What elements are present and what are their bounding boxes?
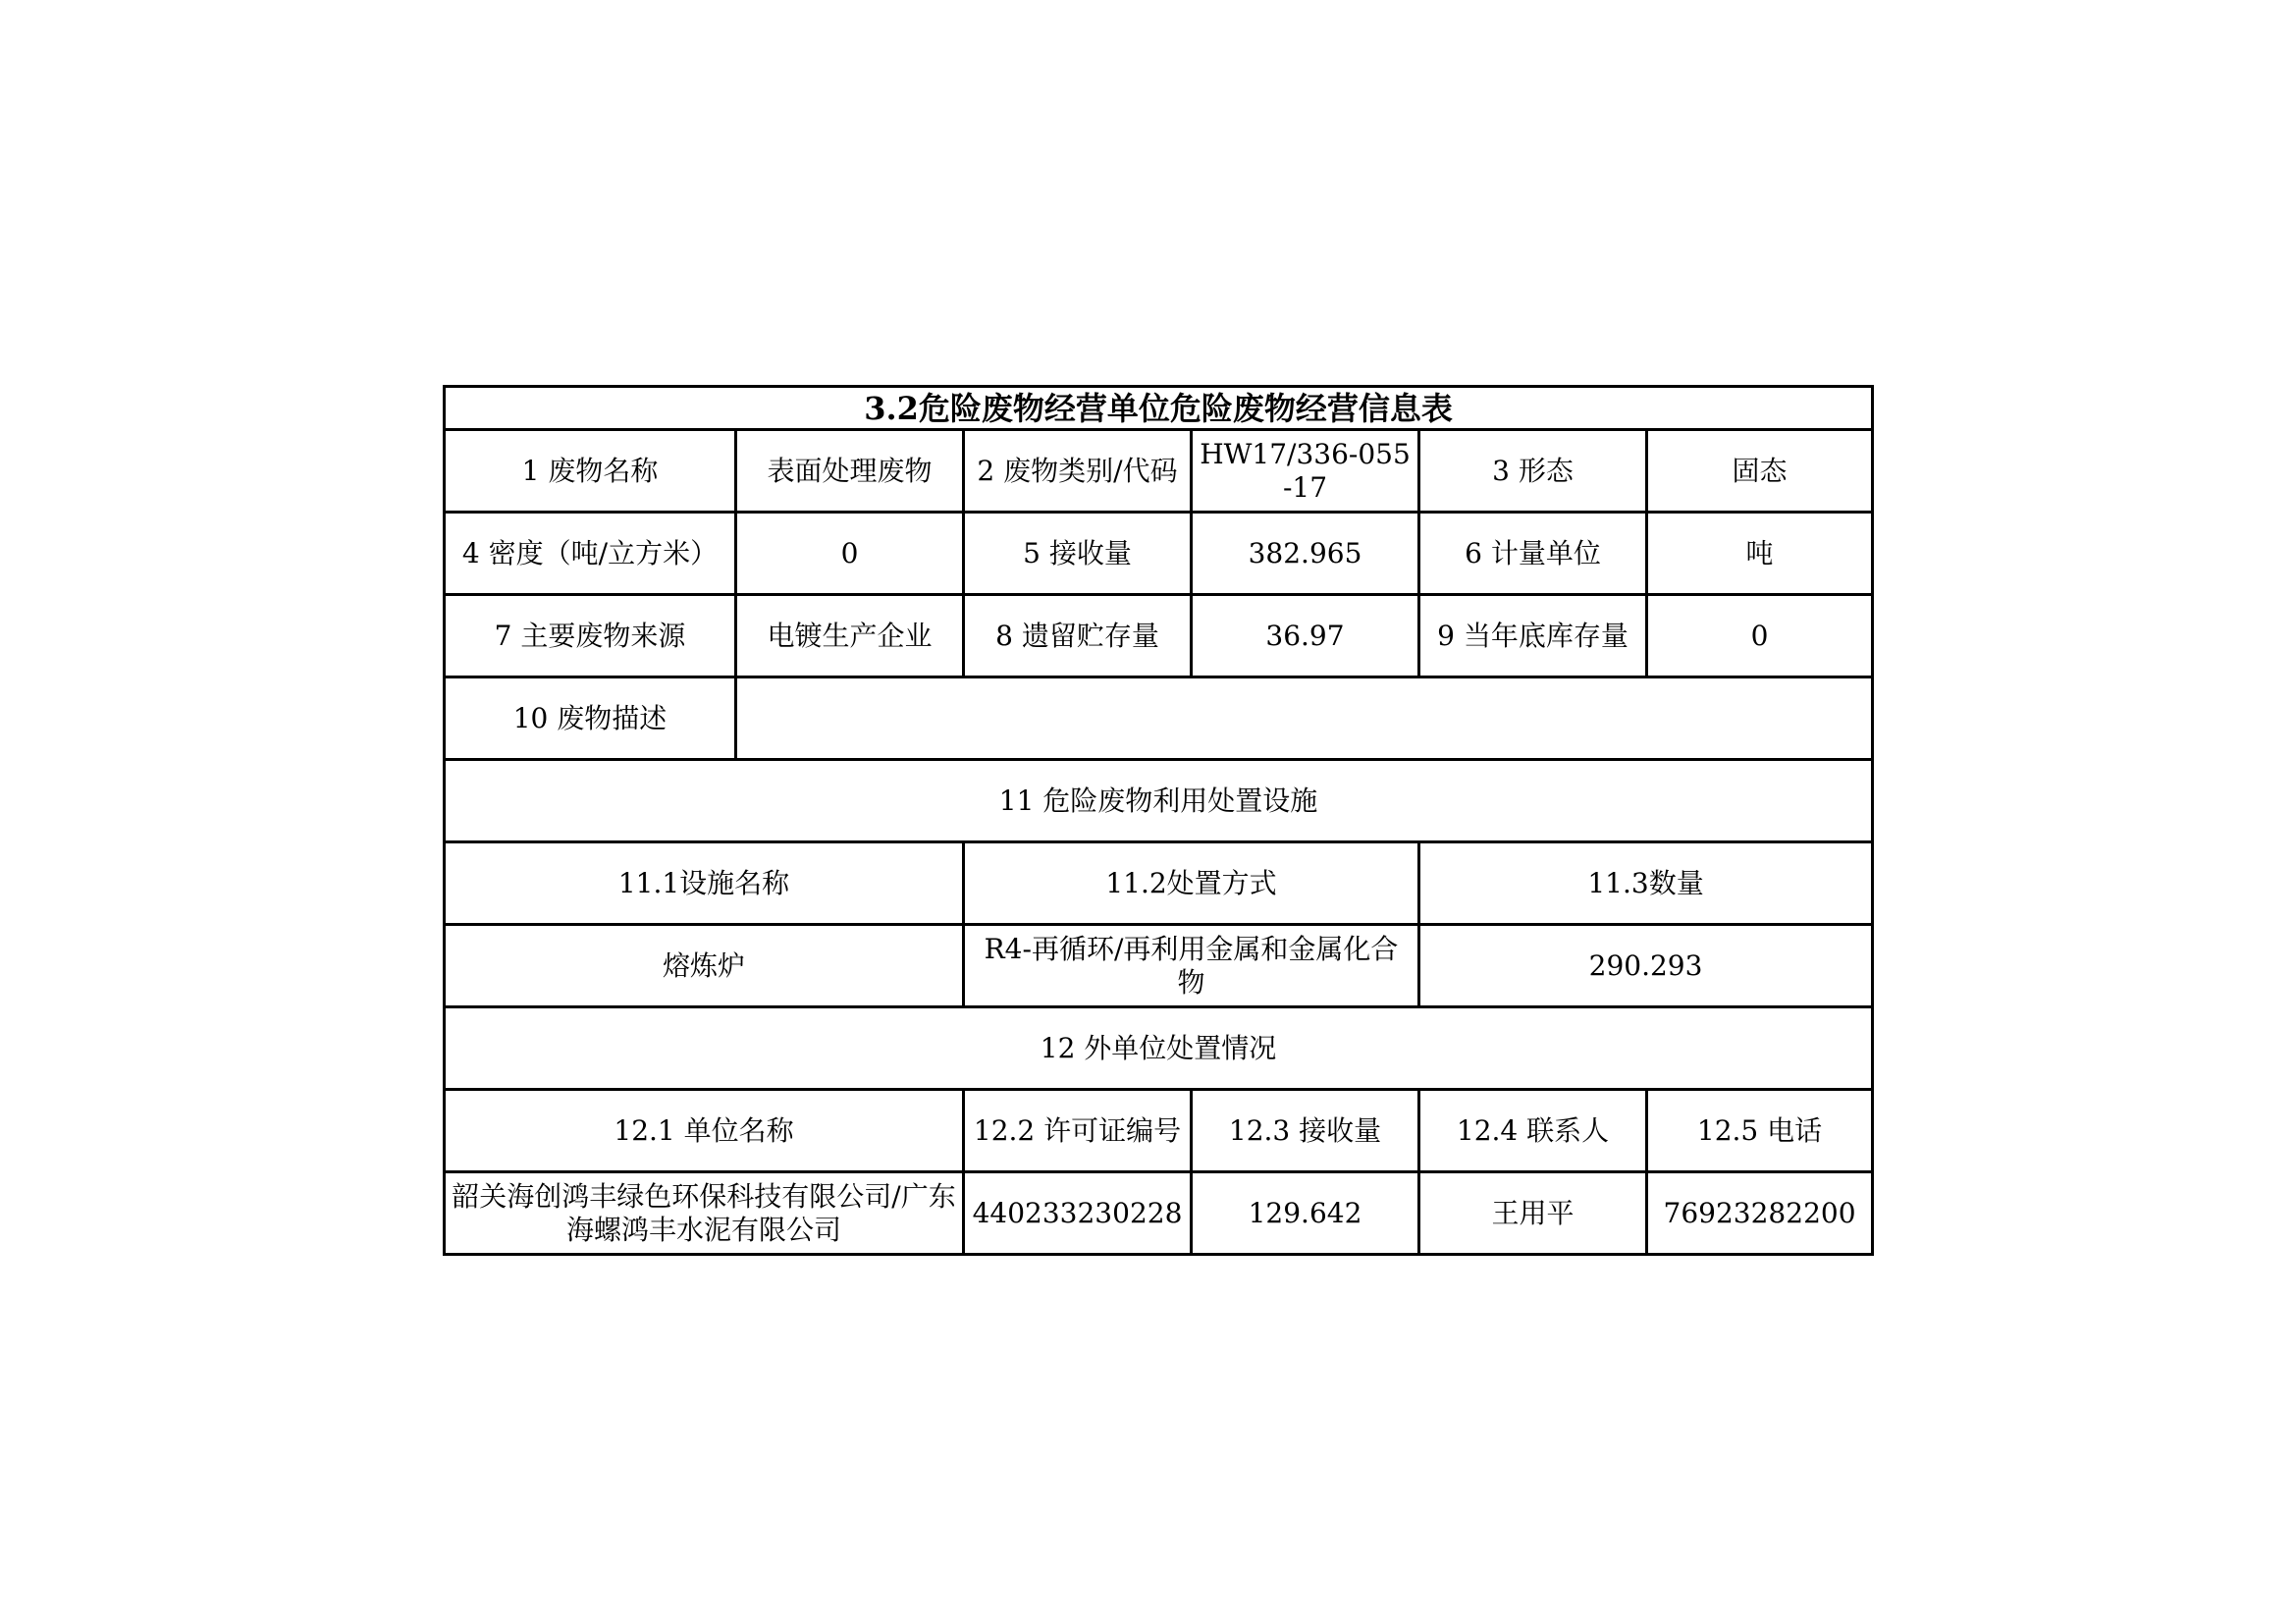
license-number-header: 12.2 许可证编号 [964,1090,1192,1172]
facilities-header-row [445,842,1873,925]
external-received-header: 12.3 接收量 [1192,1090,1419,1172]
disposal-method-header: 11.2处置方式 [964,842,1419,925]
waste-source-label: 7 主要废物来源 [445,595,736,677]
external-received-cell: 129.642 [1192,1172,1419,1255]
table-row [445,925,1873,1007]
received-amount-label: 5 接收量 [964,513,1192,595]
density-label: 4 密度（吨/立方米） [445,513,736,595]
external-header-row [445,1090,1873,1172]
contact-person-header: 12.4 联系人 [1419,1090,1647,1172]
waste-name-label: 1 废物名称 [445,430,736,513]
waste-description-label: 10 废物描述 [445,677,736,760]
waste-description-value [736,677,1873,760]
contact-person-cell: 王用平 [1419,1172,1647,1255]
table-row [445,513,1873,595]
facility-quantity-cell: 290.293 [1419,925,1873,1007]
table-title: 3.2危险废物经营单位危险废物经营信息表 [445,387,1873,430]
waste-category-label: 2 废物类别/代码 [964,430,1192,513]
year-end-stock-label: 9 当年底库存量 [1419,595,1647,677]
table-row [445,677,1873,760]
waste-category-value: HW17/336-055-17 [1192,430,1419,513]
legacy-stock-value: 36.97 [1192,595,1419,677]
facilities-section-title: 11 危险废物利用处置设施 [445,760,1873,842]
facility-name-header: 11.1设施名称 [445,842,964,925]
company-name-header: 12.1 单位名称 [445,1090,964,1172]
table-row [445,430,1873,513]
waste-source-value: 电镀生产企业 [736,595,964,677]
phone-header: 12.5 电话 [1647,1090,1873,1172]
measurement-unit-value: 吨 [1647,513,1873,595]
disposal-method-cell: R4-再循环/再利用金属和金属化合物 [964,925,1419,1007]
table-row [445,595,1873,677]
external-section-row [445,1007,1873,1090]
waste-form-value: 固态 [1647,430,1873,513]
table-title-row [445,387,1873,430]
legacy-stock-label: 8 遗留贮存量 [964,595,1192,677]
measurement-unit-label: 6 计量单位 [1419,513,1647,595]
hazardous-waste-info-table [443,385,1874,1256]
facility-quantity-header: 11.3数量 [1419,842,1873,925]
table-row [445,1172,1873,1255]
company-name-cell: 韶关海创鸿丰绿色环保科技有限公司/广东海螺鸿丰水泥有限公司 [445,1172,964,1255]
waste-name-value: 表面处理废物 [736,430,964,513]
received-amount-value: 382.965 [1192,513,1419,595]
facility-name-cell: 熔炼炉 [445,925,964,1007]
license-number-cell: 440233230228 [964,1172,1192,1255]
waste-form-label: 3 形态 [1419,430,1647,513]
phone-cell: 76923282200 [1647,1172,1873,1255]
year-end-stock-value: 0 [1647,595,1873,677]
facilities-section-row [445,760,1873,842]
external-section-title: 12 外单位处置情况 [445,1007,1873,1090]
density-value: 0 [736,513,964,595]
